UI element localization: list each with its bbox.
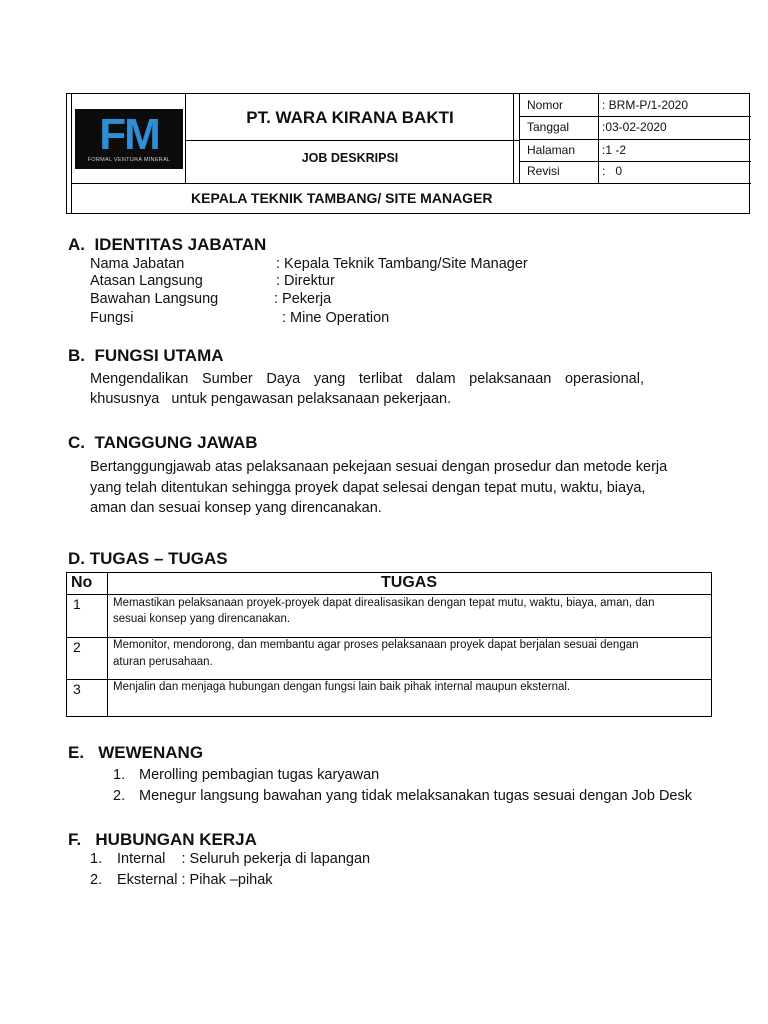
- meta-value: : BRM-P/1-2020: [602, 98, 689, 112]
- paragraph-line: Mengendalikan Sumber Daya yang terlibat dalam pelaksanaan operasional,: [90, 371, 644, 387]
- meta-label: Tanggal: [527, 120, 570, 134]
- table-row-number: 2: [73, 639, 81, 655]
- table-cell-line: Menjalin dan menjaga hubungan dengan fungsi lain baik pihak internal maupun eksternal.: [113, 681, 571, 693]
- table-header-no: No: [71, 574, 93, 591]
- meta-label: Halaman: [527, 143, 576, 157]
- section-d-title: D. TUGAS – TUGAS: [68, 549, 228, 568]
- position-title: KEPALA TEKNIK TAMBANG/ SITE MANAGER: [191, 190, 493, 206]
- field-label: Bawahan Langsung: [90, 291, 219, 307]
- field-value: : Pekerja: [274, 291, 332, 307]
- document-type: JOB DESKRIPSI: [301, 151, 399, 165]
- field-value: : Mine Operation: [282, 310, 390, 326]
- paragraph-line: aman dan sesuai konsep yang direncanakan.: [90, 500, 382, 516]
- meta-value: :1 -2: [602, 143, 627, 157]
- list-item: Internal : Seluruh pekerja di lapangan: [117, 851, 371, 867]
- table-cell-line: Memonitor, mendorong, dan membantu agar proses pelaksanaan proyek dapat berjalan sesuai dengan: [113, 639, 639, 651]
- field-value: : Direktur: [276, 273, 335, 289]
- meta-label: Revisi: [527, 164, 560, 178]
- tasks-table: [66, 572, 712, 717]
- company-logo: [75, 109, 183, 169]
- table-cell-line: aturan perusahaan.: [113, 656, 213, 668]
- field-label: Atasan Langsung: [90, 273, 203, 289]
- paragraph-line: yang telah ditentukan sehingga proyek dapat selesai dengan tepat mutu, waktu, biaya,: [90, 480, 646, 496]
- list-number: 1.: [90, 851, 103, 867]
- table-row-number: 3: [73, 681, 81, 697]
- table-row-number: 1: [73, 596, 81, 612]
- list-item: Menegur langsung bawahan yang tidak melaksanakan tugas sesuai dengan Job Desk: [139, 788, 692, 804]
- field-label: Fungsi: [90, 310, 134, 326]
- list-item: Merolling pembagian tugas karyawan: [139, 767, 380, 783]
- meta-value: : 0: [602, 164, 623, 178]
- meta-value: :03-02-2020: [602, 120, 667, 134]
- table-cell-line: sesuai konsep yang direncanakan.: [113, 613, 291, 625]
- field-label: Nama Jabatan: [90, 256, 185, 272]
- section-c-title: C. TANGGUNG JAWAB: [68, 433, 258, 452]
- list-item: Eksternal : Pihak –pihak: [117, 872, 273, 888]
- company-name: PT. WARA KIRANA BAKTI: [246, 108, 454, 127]
- list-number: 2.: [90, 872, 103, 888]
- list-number: 1.: [113, 767, 126, 783]
- list-number: 2.: [113, 788, 126, 804]
- paragraph-line: Bertanggungjawab atas pelaksanaan pekejaan sesuai dengan prosedur dan metode kerja: [90, 459, 668, 475]
- section-a-title: A. IDENTITAS JABATAN: [68, 235, 267, 254]
- section-b-title: B. FUNGSI UTAMA: [68, 346, 224, 365]
- table-cell-line: Memastikan pelaksanaan proyek-proyek dapat direalisasikan dengan tepat mutu, waktu, biaya, aman, dan: [113, 597, 655, 609]
- meta-label: Nomor: [527, 98, 564, 112]
- section-f-title: F. HUBUNGAN KERJA: [68, 830, 257, 849]
- table-header-tugas: TUGAS: [381, 574, 437, 591]
- field-value: : Kepala Teknik Tambang/Site Manager: [276, 256, 528, 272]
- logo-subtitle: FORMAL VENTURA MINERAL: [87, 157, 171, 163]
- paragraph-line: khususnya untuk pengawasan pelaksanaan pekerjaan.: [90, 391, 452, 407]
- document-header-table: [66, 93, 750, 214]
- logo-letters: FM: [99, 110, 159, 159]
- section-e-title: E. WEWENANG: [68, 743, 204, 762]
